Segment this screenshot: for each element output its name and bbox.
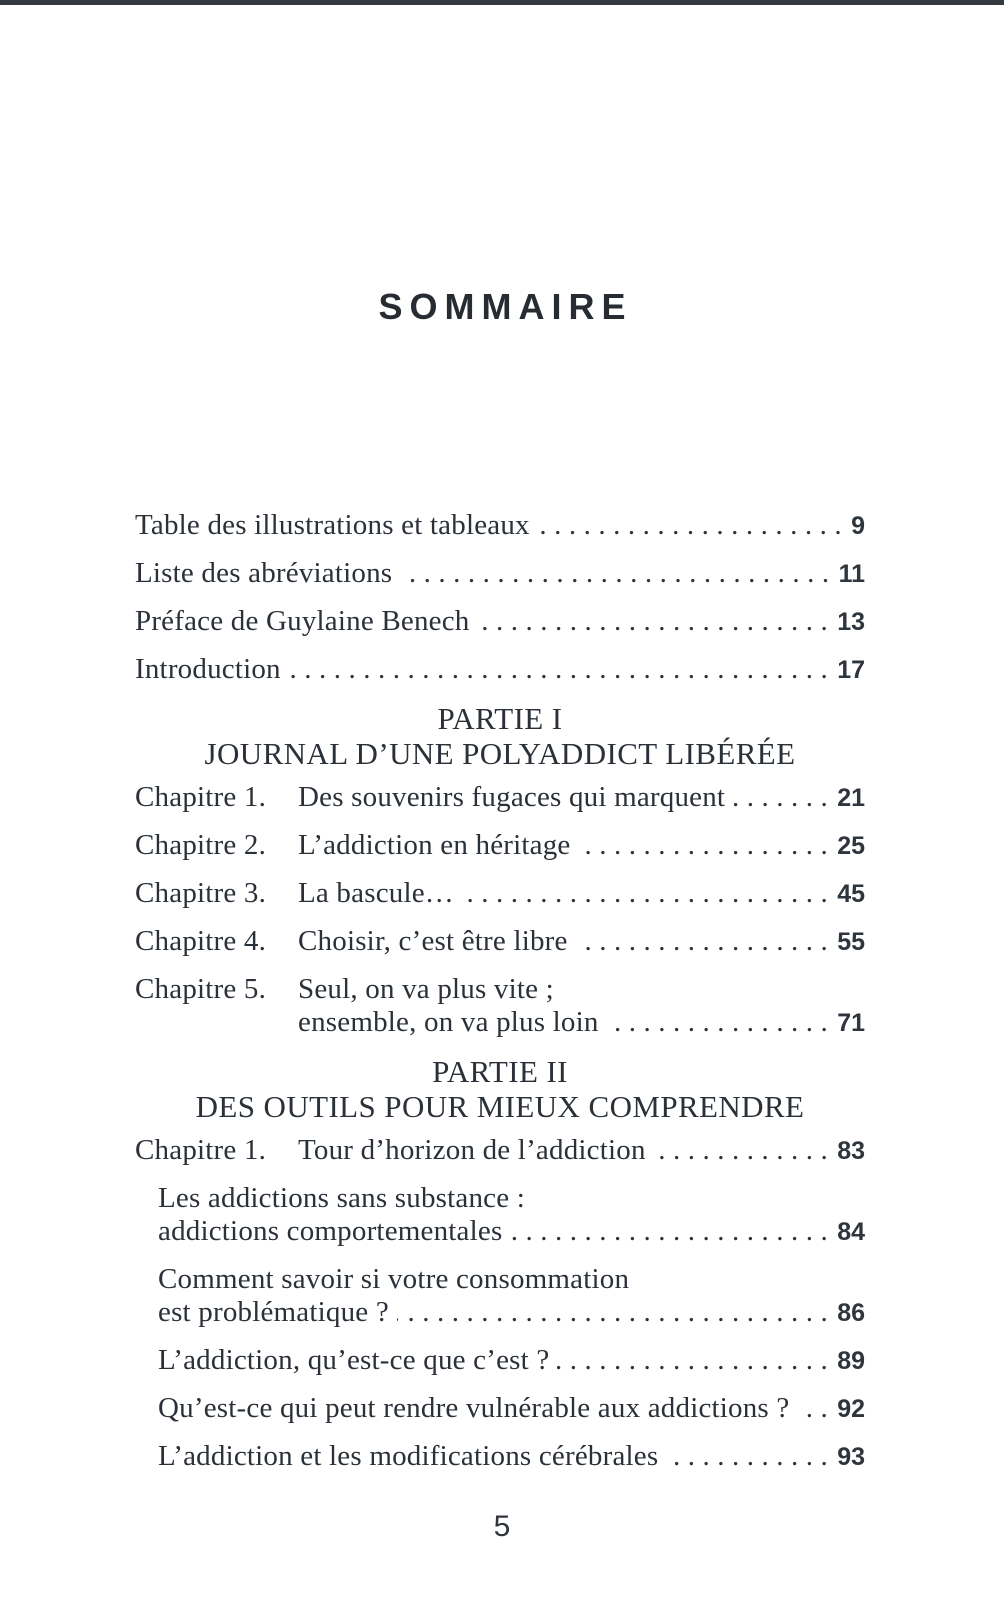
chapter-title: L’addiction en héritage — [298, 829, 571, 861]
subentry-label: L’addiction et les modifications cérébrales — [158, 1440, 659, 1472]
toc-entry-label: Table des illustrations et tableaux — [135, 509, 530, 541]
toc-page-number: 92 — [837, 1395, 865, 1423]
dot-leader — [289, 653, 835, 686]
toc-page-number: 45 — [837, 880, 865, 908]
dot-leader — [654, 1134, 836, 1167]
chapter-title-line-2: ensemble, on va plus loin — [298, 1006, 599, 1038]
toc-entry-part2-chapitre-1 — [135, 1134, 865, 1168]
toc-subentry-comment-savoir — [135, 1263, 865, 1330]
dot-leader — [797, 1392, 835, 1425]
dot-leader — [576, 925, 836, 958]
toc-page-number: 13 — [837, 608, 865, 636]
dot-leader — [462, 877, 835, 910]
toc-page-number: 11 — [838, 560, 865, 588]
chapter-title: Choisir, c’est être libre — [298, 925, 568, 957]
chapter-label: Chapitre 5. — [135, 973, 267, 1005]
toc-subentry-addictions-sans-substance — [135, 1182, 865, 1249]
part-1-heading-line-1: PARTIE I — [437, 701, 563, 736]
toc-page-number: 71 — [837, 1009, 865, 1037]
dot-leader — [578, 829, 835, 862]
dot-leader — [733, 781, 835, 814]
chapter-title: Des souvenirs fugaces qui marquent — [298, 781, 726, 813]
toc-entry-label: Préface de Guylaine Benech — [135, 605, 470, 637]
chapter-label: Chapitre 3. — [135, 877, 267, 909]
toc-entry-preface — [135, 605, 865, 639]
toc-subentry-vulnerable-aux-addictions — [135, 1392, 865, 1426]
toc-entry-part1-chapitre-3 — [135, 877, 865, 911]
part-2-heading-line-2: DES OUTILS POUR MIEUX COMPRENDRE — [195, 1089, 805, 1124]
chapter-label: Chapitre 4. — [135, 925, 267, 957]
dot-leader — [510, 1215, 835, 1248]
toc-entry-liste-abreviations — [135, 557, 865, 591]
dot-leader — [666, 1440, 835, 1473]
toc-page-number: 84 — [837, 1218, 865, 1246]
subentry-line-1: Les addictions sans substance : — [158, 1182, 526, 1214]
toc-entry-label: Liste des abréviations — [135, 557, 393, 589]
toc-subentry-addiction-quest-ce — [135, 1344, 865, 1378]
toc-entry-part1-chapitre-2 — [135, 829, 865, 863]
window-top-bar — [0, 0, 1004, 5]
dot-leader — [557, 1344, 835, 1377]
chapter-title: La bascule… — [298, 877, 454, 909]
toc-list — [0, 509, 1004, 1474]
dot-leader — [607, 1006, 836, 1039]
dot-leader — [478, 605, 836, 638]
toc-entry-part1-chapitre-5 — [135, 973, 865, 1040]
part-1-heading — [135, 701, 865, 771]
subentry-label: L’addiction, qu’est-ce que c’est ? — [158, 1344, 550, 1376]
toc-page-number: 21 — [837, 784, 865, 812]
toc-page-number: 9 — [851, 512, 865, 540]
toc-entry-part1-chapitre-4 — [135, 925, 865, 959]
toc-page-number: 25 — [837, 832, 865, 860]
chapter-title-line-1: Seul, on va plus vite ; — [298, 973, 554, 1005]
toc-page-number: 89 — [837, 1347, 865, 1375]
dot-leader — [538, 509, 849, 542]
toc-page-number: 93 — [837, 1443, 865, 1471]
dot-leader — [397, 1296, 835, 1329]
part-2-heading — [135, 1054, 865, 1124]
toc-page-number: 83 — [837, 1137, 865, 1165]
part-2-heading-line-1: PARTIE II — [432, 1054, 568, 1089]
subentry-label: Qu’est-ce qui peut rendre vulnérable aux addictions ? — [158, 1392, 790, 1424]
subentry-line-2: est problématique ? — [158, 1296, 389, 1328]
chapter-label: Chapitre 2. — [135, 829, 267, 861]
toc-page-number: 86 — [837, 1299, 865, 1327]
toc-entry-table-illustrations — [135, 509, 865, 543]
subentry-line-2: addictions comportementales — [158, 1215, 503, 1247]
chapter-label: Chapitre 1. — [135, 781, 267, 813]
dot-leader — [400, 557, 836, 590]
chapter-title: Tour d’horizon de l’addiction — [298, 1134, 646, 1166]
toc-subentry-modifications-cerebrales — [135, 1440, 865, 1474]
subentry-line-1: Comment savoir si votre consommation — [158, 1263, 630, 1295]
part-1-heading-line-2: JOURNAL D’UNE POLYADDICT LIBÉRÉE — [204, 736, 796, 771]
folio-page-number: 5 — [493, 1510, 511, 1543]
toc-page-number: 17 — [837, 656, 865, 684]
toc-entry-introduction — [135, 653, 865, 687]
toc-page-number: 55 — [837, 928, 865, 956]
page-title: SOMMAIRE — [378, 286, 633, 327]
toc-entry-part1-chapitre-1 — [135, 781, 865, 815]
toc-entry-label: Introduction — [135, 653, 281, 685]
chapter-label: Chapitre 1. — [135, 1134, 267, 1166]
